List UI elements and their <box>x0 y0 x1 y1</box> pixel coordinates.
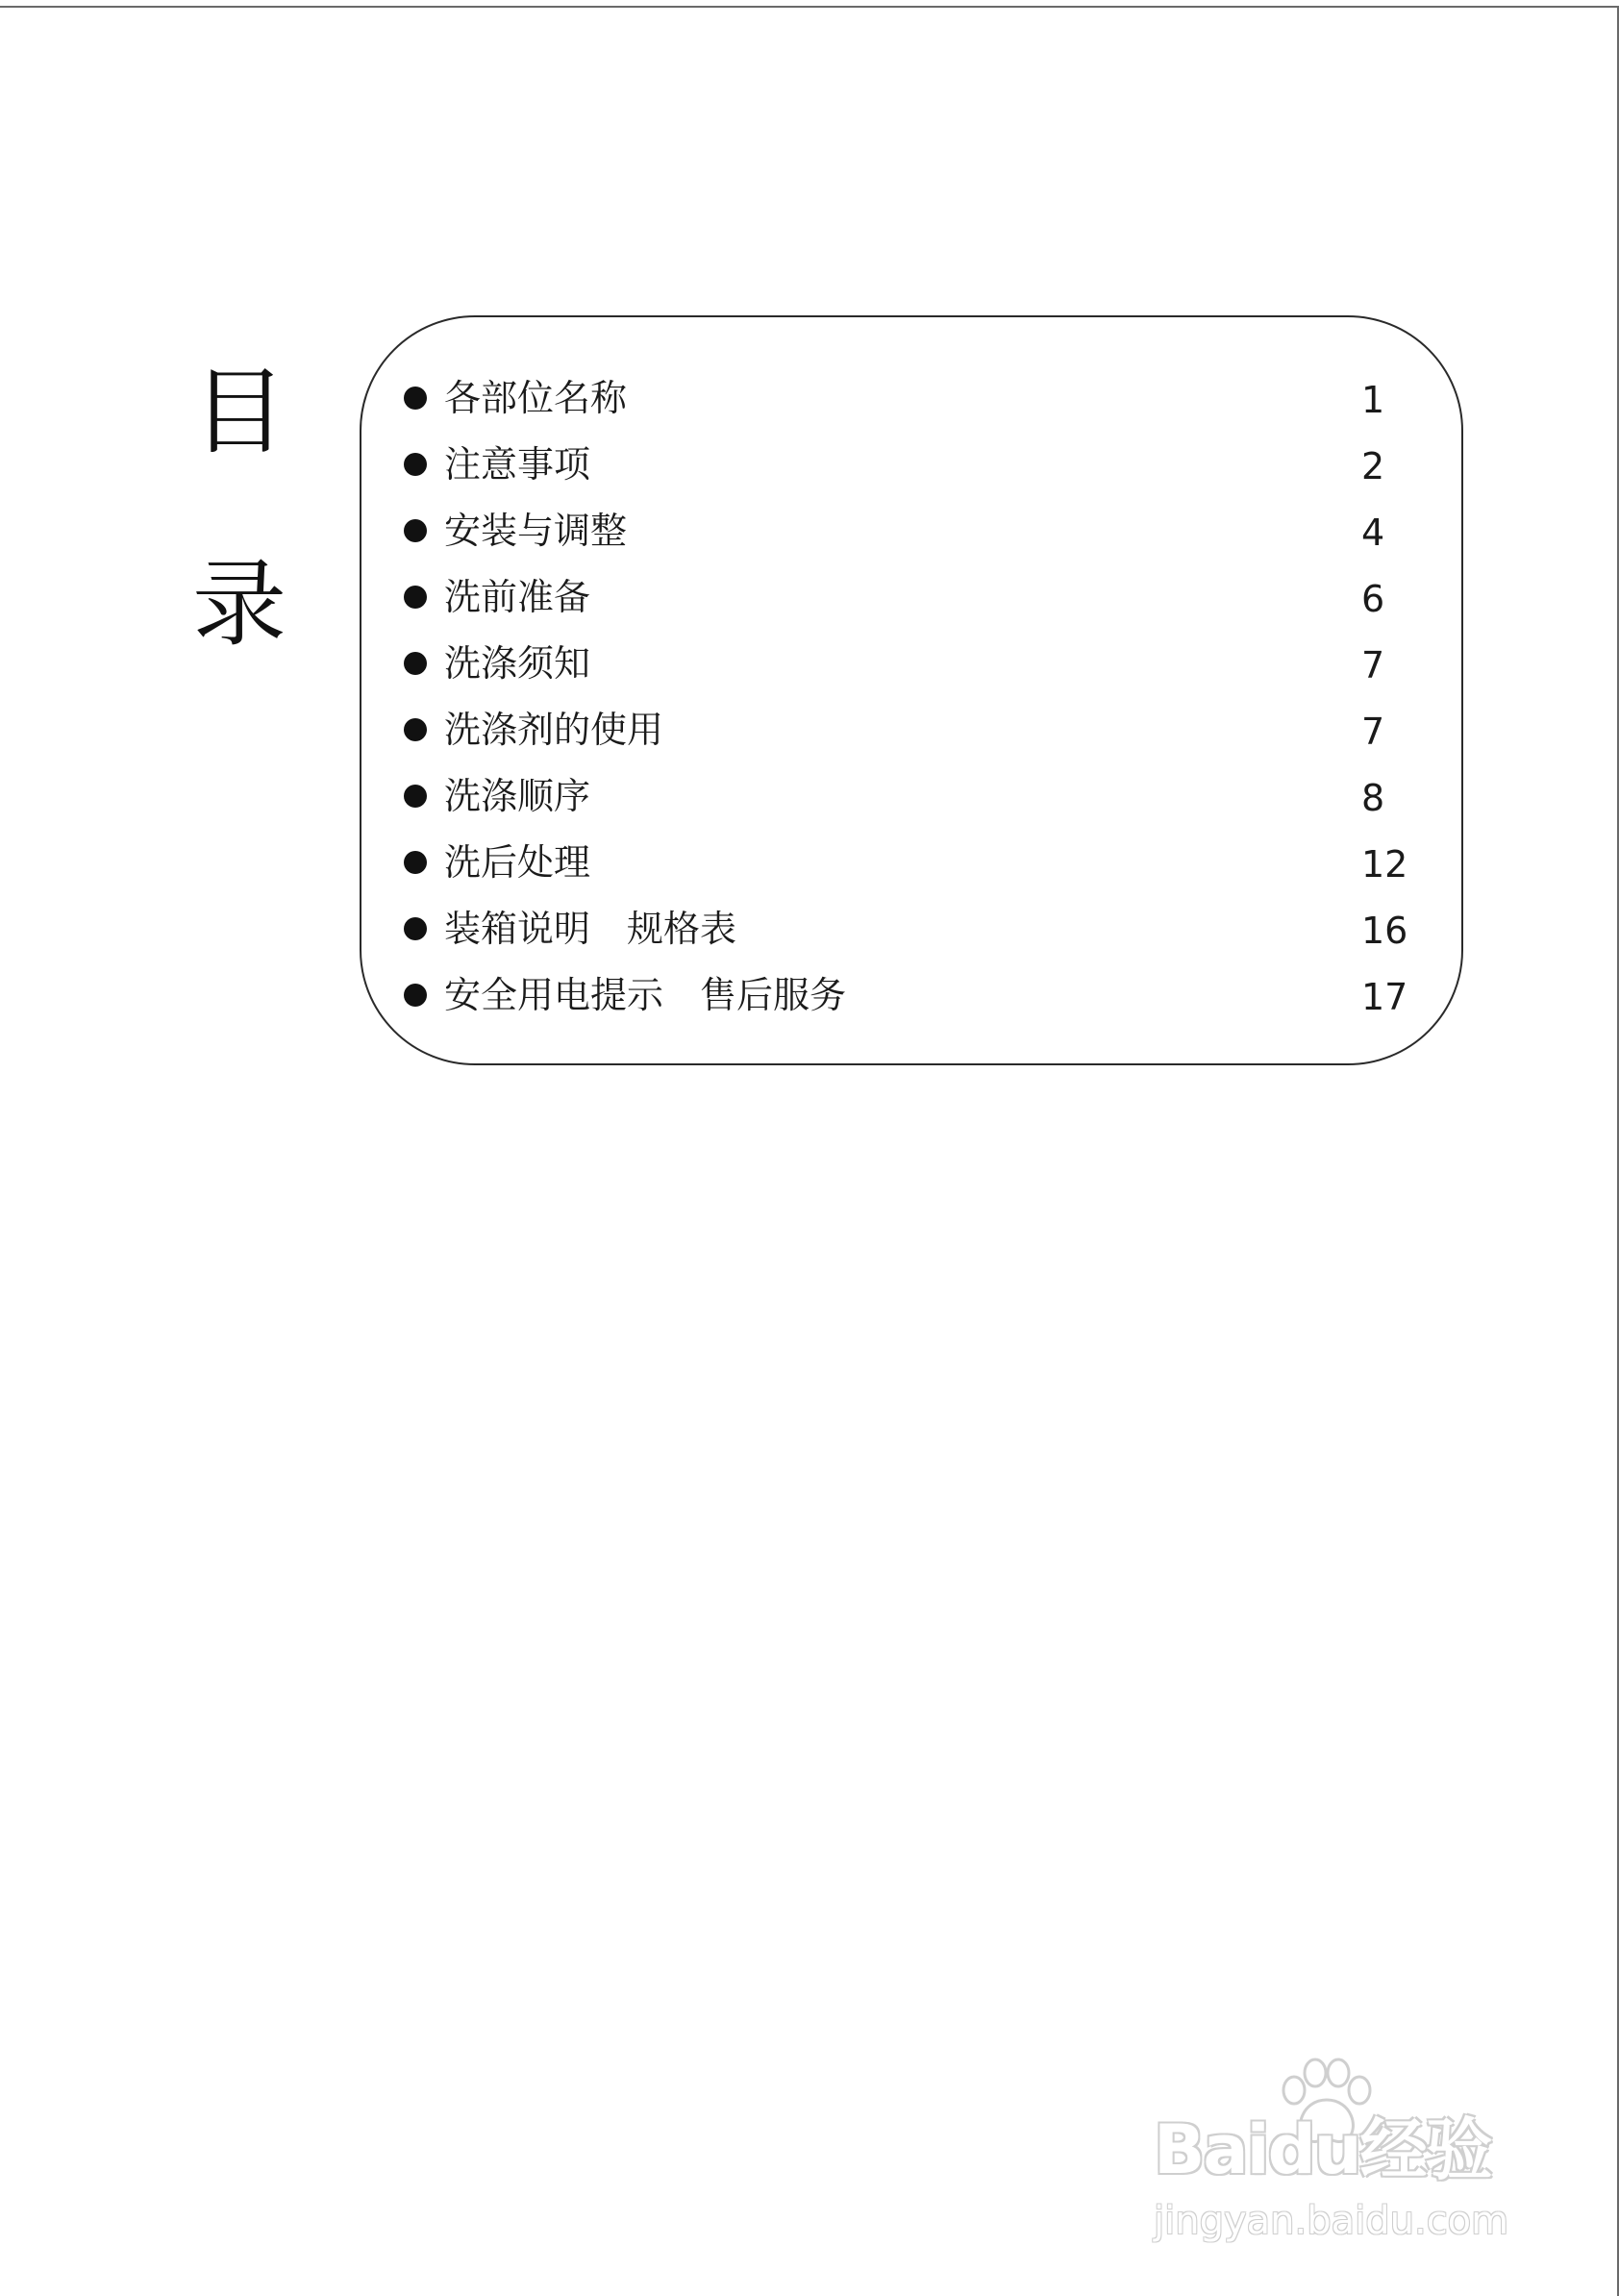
toc-item[interactable] <box>404 369 1423 436</box>
toc-item-page: 16 <box>1361 910 1408 952</box>
toc-item[interactable] <box>404 767 1423 834</box>
bullet-icon <box>404 718 427 741</box>
toc-item-page: 6 <box>1361 578 1385 620</box>
bullet-icon <box>404 519 427 542</box>
toc-item[interactable] <box>404 900 1423 966</box>
toc-item-label: 洗后处理 <box>444 841 591 884</box>
watermark-url: jingyan.baidu.com <box>1154 2199 1509 2243</box>
bullet-icon <box>404 387 427 410</box>
toc-item-label: 各部位名称 <box>444 377 628 419</box>
toc-item[interactable] <box>404 966 1423 1033</box>
toc-item-page: 12 <box>1361 843 1408 886</box>
toc-item-page: 1 <box>1361 379 1385 421</box>
toc-item[interactable] <box>404 635 1423 701</box>
toc-item-label: 注意事项 <box>444 443 591 486</box>
toc-item-page: 2 <box>1361 445 1385 487</box>
watermark-logo: Baidu经验 <box>1154 2110 1491 2189</box>
toc-item-label: 洗涤顺序 <box>444 775 591 817</box>
bullet-icon <box>404 586 427 609</box>
bullet-icon <box>404 984 427 1007</box>
toc-item-label: 安全用电提示 售后服务 <box>444 974 847 1016</box>
bullet-icon <box>404 785 427 808</box>
toc-item-page: 8 <box>1361 777 1385 819</box>
toc-item-page: 7 <box>1361 644 1385 686</box>
toc-item[interactable] <box>404 834 1423 900</box>
bullet-icon <box>404 652 427 675</box>
toc-item[interactable] <box>404 701 1423 767</box>
toc-item[interactable] <box>404 568 1423 635</box>
toc-item-label: 洗涤须知 <box>444 642 591 685</box>
toc-item-page: 4 <box>1361 512 1385 554</box>
toc-item-label: 安装与调整 <box>444 510 628 552</box>
toc-item[interactable] <box>404 502 1423 568</box>
toc-list <box>404 369 1423 1033</box>
toc-item-label: 装箱说明 规格表 <box>444 908 737 950</box>
watermark <box>1150 2058 1534 2250</box>
toc-item-page: 7 <box>1361 711 1385 753</box>
heading-char-2: 录 <box>192 550 287 660</box>
bullet-icon <box>404 917 427 940</box>
toc-item[interactable] <box>404 436 1423 502</box>
heading-char-1: 目 <box>192 358 287 467</box>
toc-item-label: 洗涤剂的使用 <box>444 709 664 751</box>
bullet-icon <box>404 453 427 476</box>
toc-item-page: 17 <box>1361 976 1408 1018</box>
toc-item-label: 洗前准备 <box>444 576 591 618</box>
bullet-icon <box>404 851 427 874</box>
